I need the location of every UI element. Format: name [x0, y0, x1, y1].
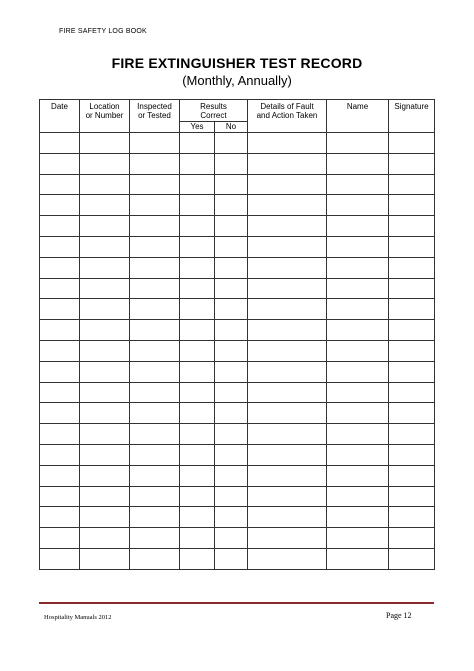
cell-location [80, 528, 130, 549]
cell-signature [389, 278, 435, 299]
col-header-inspected-line1: Inspected [137, 102, 172, 111]
table-row [40, 507, 435, 528]
cell-no [215, 507, 248, 528]
cell-details [248, 216, 327, 237]
cell-inspected [130, 216, 180, 237]
table-row [40, 548, 435, 569]
col-header-date [40, 100, 80, 133]
cell-yes [180, 216, 215, 237]
col-header-results-line1: Results [200, 102, 227, 111]
cell-details [248, 548, 327, 569]
cell-details [248, 424, 327, 445]
cell-signature [389, 361, 435, 382]
cell-no [215, 133, 248, 154]
cell-location [80, 507, 130, 528]
cell-yes [180, 403, 215, 424]
col-header-yes [180, 122, 215, 133]
cell-location [80, 548, 130, 569]
cell-no [215, 424, 248, 445]
col-header-details [248, 100, 327, 133]
cell-inspected [130, 361, 180, 382]
cell-location [80, 216, 130, 237]
cell-signature [389, 133, 435, 154]
cell-name [327, 236, 389, 257]
cell-no [215, 278, 248, 299]
table-row [40, 361, 435, 382]
cell-yes [180, 133, 215, 154]
cell-name [327, 133, 389, 154]
cell-location [80, 236, 130, 257]
cell-no [215, 257, 248, 278]
cell-date [40, 236, 80, 257]
cell-name [327, 403, 389, 424]
cell-details [248, 382, 327, 403]
cell-no [215, 195, 248, 216]
footer-page-number: Page 12 [386, 611, 412, 620]
cell-details [248, 361, 327, 382]
cell-name [327, 216, 389, 237]
table-row [40, 486, 435, 507]
cell-name [327, 174, 389, 195]
cell-date [40, 424, 80, 445]
cell-details [248, 320, 327, 341]
table-row [40, 133, 435, 154]
cell-date [40, 195, 80, 216]
cell-details [248, 340, 327, 361]
cell-no [215, 320, 248, 341]
cell-inspected [130, 424, 180, 445]
footer-rule [39, 602, 434, 604]
cell-name [327, 548, 389, 569]
cell-details [248, 174, 327, 195]
cell-signature [389, 174, 435, 195]
cell-inspected [130, 340, 180, 361]
table-row [40, 382, 435, 403]
cell-location [80, 257, 130, 278]
cell-signature [389, 257, 435, 278]
cell-signature [389, 195, 435, 216]
cell-date [40, 361, 80, 382]
cell-inspected [130, 278, 180, 299]
cell-yes [180, 195, 215, 216]
cell-inspected [130, 320, 180, 341]
cell-no [215, 299, 248, 320]
table-body [40, 133, 435, 570]
cell-details [248, 195, 327, 216]
cell-date [40, 174, 80, 195]
table-row [40, 340, 435, 361]
col-header-inspected [130, 100, 180, 133]
cell-yes [180, 320, 215, 341]
cell-no [215, 444, 248, 465]
cell-signature [389, 299, 435, 320]
col-header-location-line1: Location [89, 102, 120, 111]
cell-name [327, 528, 389, 549]
footer-publisher: Hospitality Manuals 2012 [44, 614, 112, 621]
cell-date [40, 465, 80, 486]
cell-name [327, 465, 389, 486]
cell-no [215, 153, 248, 174]
cell-signature [389, 382, 435, 403]
col-header-results-line2: Correct [200, 111, 227, 120]
cell-location [80, 133, 130, 154]
cell-details [248, 403, 327, 424]
cell-yes [180, 444, 215, 465]
col-header-no-label: No [225, 122, 237, 131]
cell-date [40, 257, 80, 278]
cell-signature [389, 424, 435, 445]
cell-name [327, 361, 389, 382]
cell-location [80, 299, 130, 320]
cell-details [248, 299, 327, 320]
cell-yes [180, 340, 215, 361]
cell-no [215, 465, 248, 486]
table-row [40, 424, 435, 445]
table-row [40, 195, 435, 216]
table-row [40, 403, 435, 424]
cell-signature [389, 216, 435, 237]
cell-no [215, 382, 248, 403]
cell-location [80, 424, 130, 445]
cell-inspected [130, 236, 180, 257]
cell-date [40, 382, 80, 403]
cell-location [80, 486, 130, 507]
cell-no [215, 216, 248, 237]
col-header-location-line2: or Number [85, 111, 124, 120]
cell-yes [180, 174, 215, 195]
table-row [40, 153, 435, 174]
cell-name [327, 340, 389, 361]
cell-details [248, 528, 327, 549]
col-header-name [327, 100, 389, 133]
cell-no [215, 361, 248, 382]
cell-name [327, 195, 389, 216]
table-row [40, 444, 435, 465]
cell-yes [180, 507, 215, 528]
cell-yes [180, 361, 215, 382]
cell-location [80, 403, 130, 424]
cell-location [80, 382, 130, 403]
col-header-date-label: Date [51, 102, 68, 111]
cell-signature [389, 465, 435, 486]
col-header-results [180, 100, 248, 122]
cell-name [327, 424, 389, 445]
cell-name [327, 153, 389, 174]
col-header-yes-label: Yes [190, 122, 204, 131]
cell-details [248, 236, 327, 257]
cell-inspected [130, 382, 180, 403]
col-header-signature-label: Signature [394, 102, 429, 111]
cell-signature [389, 403, 435, 424]
cell-yes [180, 382, 215, 403]
cell-no [215, 236, 248, 257]
cell-no [215, 548, 248, 569]
cell-location [80, 320, 130, 341]
cell-no [215, 528, 248, 549]
cell-name [327, 278, 389, 299]
test-record-table [39, 99, 435, 570]
cell-location [80, 278, 130, 299]
col-header-no [215, 122, 248, 133]
cell-details [248, 465, 327, 486]
cell-yes [180, 424, 215, 445]
cell-no [215, 340, 248, 361]
table-row [40, 236, 435, 257]
col-header-inspected-line2: or Tested [138, 111, 171, 120]
cell-inspected [130, 403, 180, 424]
cell-date [40, 444, 80, 465]
cell-location [80, 174, 130, 195]
cell-name [327, 299, 389, 320]
cell-date [40, 507, 80, 528]
cell-inspected [130, 174, 180, 195]
cell-inspected [130, 299, 180, 320]
cell-details [248, 278, 327, 299]
cell-inspected [130, 153, 180, 174]
cell-details [248, 153, 327, 174]
cell-signature [389, 236, 435, 257]
table-row [40, 174, 435, 195]
table-row [40, 528, 435, 549]
cell-signature [389, 486, 435, 507]
cell-location [80, 444, 130, 465]
table-row [40, 257, 435, 278]
col-header-location [80, 100, 130, 133]
cell-date [40, 299, 80, 320]
cell-location [80, 340, 130, 361]
col-header-details-line2: and Action Taken [256, 111, 318, 120]
cell-no [215, 174, 248, 195]
cell-yes [180, 278, 215, 299]
cell-yes [180, 528, 215, 549]
cell-name [327, 507, 389, 528]
col-header-signature [389, 100, 435, 133]
cell-inspected [130, 257, 180, 278]
cell-inspected [130, 528, 180, 549]
cell-date [40, 548, 80, 569]
cell-date [40, 153, 80, 174]
cell-inspected [130, 444, 180, 465]
cell-location [80, 195, 130, 216]
cell-date [40, 133, 80, 154]
cell-name [327, 257, 389, 278]
cell-inspected [130, 465, 180, 486]
cell-yes [180, 153, 215, 174]
cell-details [248, 133, 327, 154]
cell-yes [180, 236, 215, 257]
cell-no [215, 403, 248, 424]
cell-date [40, 340, 80, 361]
cell-details [248, 507, 327, 528]
cell-name [327, 444, 389, 465]
cell-yes [180, 486, 215, 507]
col-header-details-line1: Details of Fault [260, 102, 314, 111]
cell-name [327, 382, 389, 403]
table-row [40, 320, 435, 341]
cell-date [40, 528, 80, 549]
table-row [40, 299, 435, 320]
cell-yes [180, 257, 215, 278]
cell-signature [389, 340, 435, 361]
cell-inspected [130, 133, 180, 154]
cell-inspected [130, 507, 180, 528]
cell-no [215, 486, 248, 507]
page-subtitle: (Monthly, Annually) [182, 73, 292, 88]
cell-location [80, 153, 130, 174]
table-row [40, 216, 435, 237]
cell-signature [389, 153, 435, 174]
cell-date [40, 216, 80, 237]
header-label: FIRE SAFETY LOG BOOK [59, 28, 147, 35]
table-row [40, 278, 435, 299]
cell-signature [389, 320, 435, 341]
col-header-name-label: Name [346, 102, 369, 111]
cell-details [248, 444, 327, 465]
cell-details [248, 257, 327, 278]
cell-date [40, 486, 80, 507]
cell-date [40, 320, 80, 341]
cell-signature [389, 528, 435, 549]
page-title: FIRE EXTINGUISHER TEST RECORD [111, 55, 363, 71]
cell-name [327, 320, 389, 341]
cell-signature [389, 444, 435, 465]
cell-yes [180, 465, 215, 486]
cell-inspected [130, 195, 180, 216]
table-row [40, 465, 435, 486]
cell-signature [389, 507, 435, 528]
cell-inspected [130, 548, 180, 569]
cell-date [40, 278, 80, 299]
cell-location [80, 361, 130, 382]
cell-inspected [130, 486, 180, 507]
cell-details [248, 486, 327, 507]
cell-location [80, 465, 130, 486]
cell-yes [180, 299, 215, 320]
cell-name [327, 486, 389, 507]
cell-yes [180, 548, 215, 569]
cell-date [40, 403, 80, 424]
cell-signature [389, 548, 435, 569]
